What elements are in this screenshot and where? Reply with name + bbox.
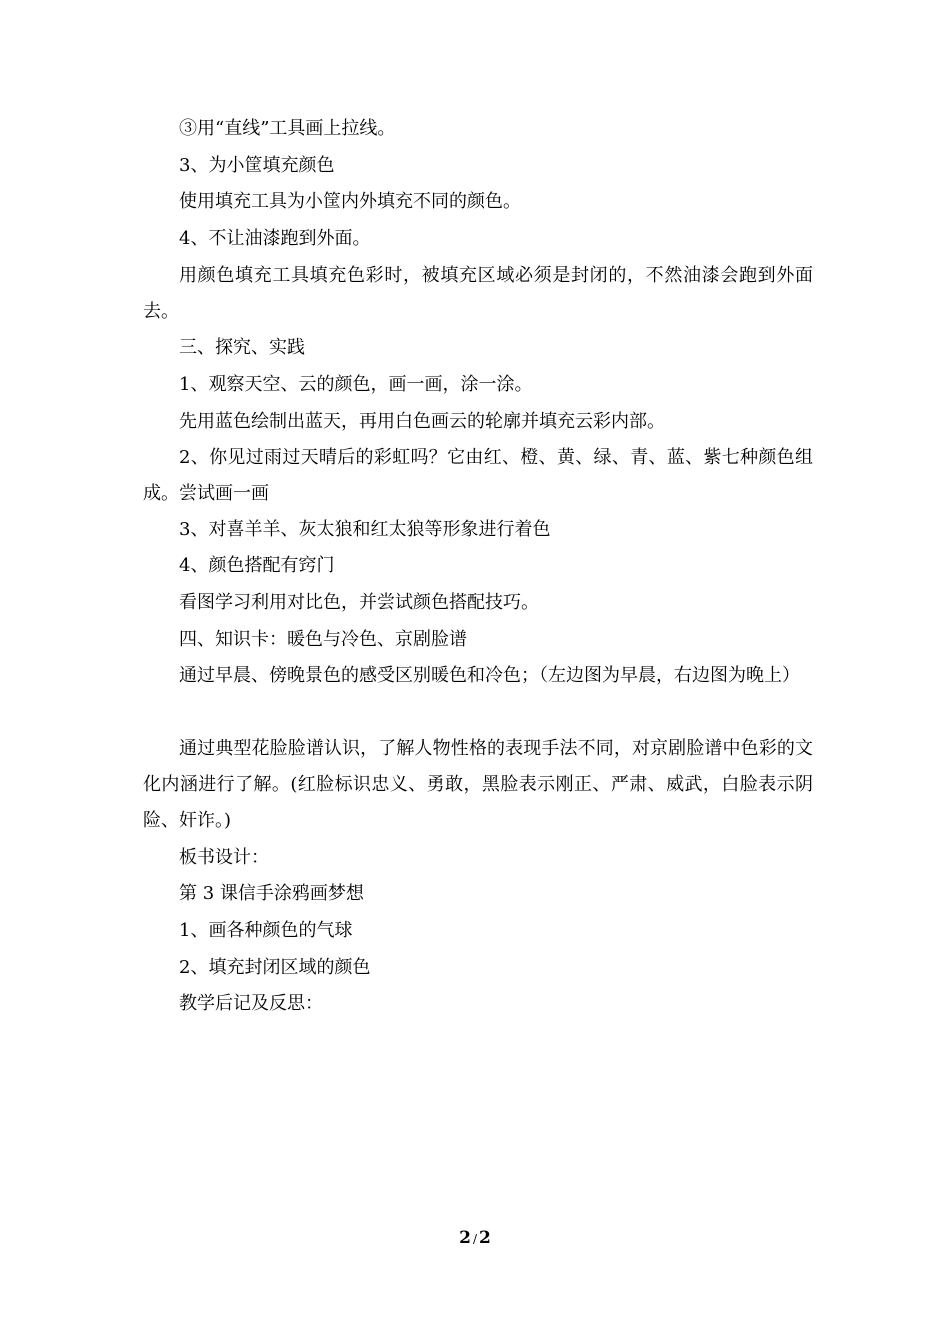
section-heading-knowledge-card: 四、知识卡：暖色与冷色、京剧脸谱 — [179, 629, 467, 650]
paragraph-board-item-2: 2、填充封闭区域的颜色 — [179, 957, 371, 978]
paragraph-paint-inside-desc: 用颜色填充工具填充色彩时，被填充区域必须是封闭的，不然油漆会跑到外面去。 — [143, 265, 813, 322]
page-number-separator: / — [472, 1232, 478, 1246]
current-page-number: 2 — [459, 1228, 471, 1248]
paragraph-warm-cool: 通过早晨、傍晚景色的感受区别暖色和冷色；（左边图为早晨，右边图为晚上） — [179, 665, 800, 686]
page-number — [0, 1226, 950, 1251]
paragraph-lesson-title: 第 3 课信手涂鸦画梦想 — [179, 883, 364, 904]
paragraph-draw-line: ③用“直线”工具画上拉线。 — [179, 118, 396, 139]
paragraph-color-matching-heading: 4、颜色搭配有窍门 — [179, 555, 335, 576]
total-page-number: 2 — [479, 1228, 491, 1248]
paragraph-sky-clouds-desc: 先用蓝色绘制出蓝天，再用白色画云的轮廓并填充云彩内部。 — [179, 411, 665, 432]
paragraph-fill-basket-desc: 使用填充工具为小筐内外填充不同的颜色。 — [179, 191, 521, 212]
paragraph-opera-masks: 通过典型花脸脸谱认识，了解人物性格的表现手法不同，对京剧脸谱中色彩的文化内涵进行了解。(红脸标识忠义、勇敢，黑脸表示刚正、严肃、威武，白脸表示阴险、奸诈。) — [143, 738, 813, 831]
paragraph-board-design: 板书设计： — [179, 847, 269, 868]
section-heading-explore: 三、探究、实践 — [179, 337, 305, 358]
paragraph-color-matching-desc: 看图学习利用对比色，并尝试颜色搭配技巧。 — [179, 592, 539, 613]
paragraph-rainbow: 2、你见过雨过天晴后的彩虹吗？它由红、橙、黄、绿、青、蓝、紫七种颜色组成。尝试画一画 — [143, 447, 813, 504]
paragraph-reflection: 教学后记及反思： — [179, 993, 323, 1014]
paragraph-fill-basket-heading: 3、为小筐填充颜色 — [179, 155, 335, 176]
paragraph-paint-inside-heading: 4、不让油漆跑到外面。 — [179, 228, 371, 249]
paragraph-cartoon-coloring: 3、对喜羊羊、灰太狼和红太狼等形象进行着色 — [179, 519, 551, 540]
paragraph-board-item-1: 1、画各种颜色的气球 — [179, 920, 353, 941]
paragraph-sky-clouds: 1、观察天空、云的颜色，画一画，涂一涂。 — [179, 374, 533, 395]
